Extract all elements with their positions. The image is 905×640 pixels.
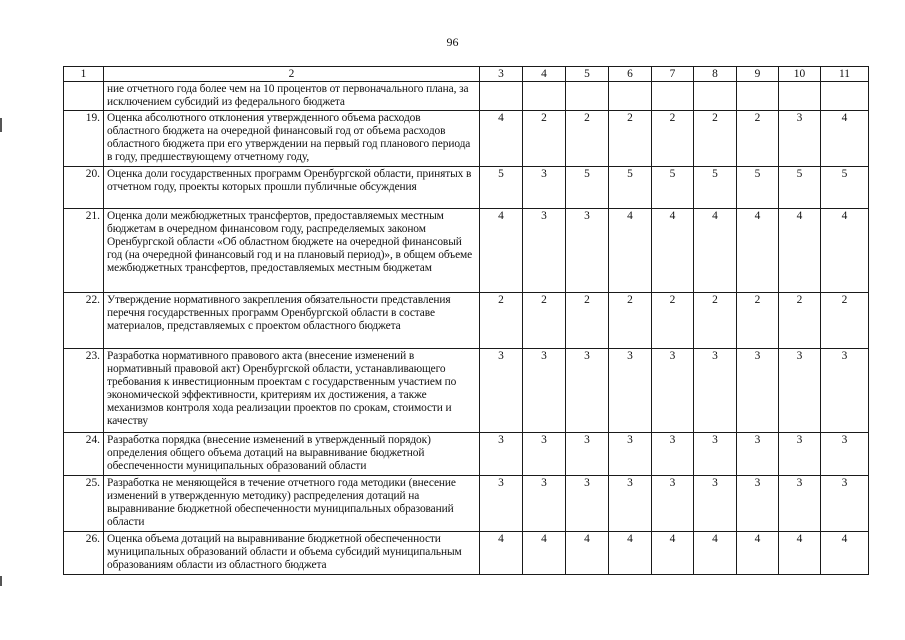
score-cell: 5 xyxy=(737,167,779,209)
score-cell: 3 xyxy=(694,476,737,532)
row-number: 25. xyxy=(64,476,104,532)
score-cell xyxy=(737,82,779,111)
score-cell: 3 xyxy=(480,349,523,433)
score-cell: 4 xyxy=(523,532,566,575)
page-number: 96 xyxy=(446,35,459,49)
score-cell: 4 xyxy=(652,532,694,575)
table-row xyxy=(64,476,869,532)
table-row xyxy=(64,433,869,476)
score-cell: 3 xyxy=(609,476,652,532)
score-cell: 3 xyxy=(821,433,869,476)
score-cell: 2 xyxy=(523,293,566,349)
score-cell: 3 xyxy=(566,433,609,476)
score-cell: 3 xyxy=(779,433,821,476)
column-header: 4 xyxy=(523,67,566,82)
scan-margin-mark xyxy=(0,118,2,132)
score-cell: 4 xyxy=(609,209,652,293)
score-cell: 3 xyxy=(652,349,694,433)
score-cell xyxy=(609,82,652,111)
indicators-table xyxy=(63,66,869,575)
score-cell: 3 xyxy=(523,476,566,532)
score-cell: 3 xyxy=(566,476,609,532)
table-row xyxy=(64,167,869,209)
row-number: 23. xyxy=(64,349,104,433)
score-cell: 3 xyxy=(779,349,821,433)
score-cell: 4 xyxy=(480,532,523,575)
score-cell: 4 xyxy=(480,209,523,293)
score-cell: 4 xyxy=(609,532,652,575)
row-description: Разработка порядка (внесение изменений в утвержденный порядок) определения общего объема дотаций на выравнивание бюджетной обеспеченности муниципальных образований области xyxy=(104,433,480,476)
row-number: 20. xyxy=(64,167,104,209)
score-cell: 5 xyxy=(480,167,523,209)
score-cell: 5 xyxy=(779,167,821,209)
scan-margin-mark xyxy=(0,576,2,586)
table-row xyxy=(64,209,869,293)
score-cell: 3 xyxy=(566,209,609,293)
score-cell: 3 xyxy=(480,476,523,532)
row-description: Оценка доли государственных программ Оренбургской области, принятых в отчетном году, проекты которых прошли публичные обсуждения xyxy=(104,167,480,209)
score-cell xyxy=(566,82,609,111)
score-cell: 4 xyxy=(480,111,523,167)
column-header: 10 xyxy=(779,67,821,82)
column-header: 9 xyxy=(737,67,779,82)
score-cell: 2 xyxy=(694,293,737,349)
score-cell: 4 xyxy=(737,209,779,293)
column-number-row xyxy=(64,67,869,82)
column-header: 6 xyxy=(609,67,652,82)
score-cell: 3 xyxy=(523,167,566,209)
row-number: 19. xyxy=(64,111,104,167)
score-cell: 3 xyxy=(523,433,566,476)
table-row xyxy=(64,82,869,111)
score-cell: 3 xyxy=(609,433,652,476)
table-row xyxy=(64,349,869,433)
score-cell: 5 xyxy=(609,167,652,209)
score-cell: 2 xyxy=(779,293,821,349)
score-cell: 2 xyxy=(566,293,609,349)
row-description: Разработка не меняющейся в течение отчетного года методики (внесение изменений в утвержденную методику) распределения дотаций на выравнивание бюджетной обеспеченности муниципальных образований области xyxy=(104,476,480,532)
score-cell: 2 xyxy=(737,293,779,349)
score-cell: 3 xyxy=(523,349,566,433)
row-number: 22. xyxy=(64,293,104,349)
score-cell xyxy=(480,82,523,111)
column-header: 7 xyxy=(652,67,694,82)
score-cell: 3 xyxy=(779,111,821,167)
row-description: Утверждение нормативного закрепления обязательности представления перечня государственных программ Оренбургской области в составе материалов, представляемых с проектом областного бюджета xyxy=(104,293,480,349)
column-header: 5 xyxy=(566,67,609,82)
score-cell: 4 xyxy=(566,532,609,575)
column-header: 11 xyxy=(821,67,869,82)
score-cell: 3 xyxy=(480,433,523,476)
score-cell: 2 xyxy=(694,111,737,167)
column-header: 2 xyxy=(104,67,480,82)
score-cell: 3 xyxy=(737,433,779,476)
score-cell: 5 xyxy=(652,167,694,209)
score-cell: 2 xyxy=(737,111,779,167)
score-cell: 3 xyxy=(609,349,652,433)
score-cell xyxy=(779,82,821,111)
score-cell: 4 xyxy=(694,209,737,293)
score-cell: 2 xyxy=(609,111,652,167)
row-description: Оценка абсолютного отклонения утвержденного объема расходов областного бюджета на очередной финансовый год от объема расходов областного бюджета при его утверждении на первый год планового периода в году, предшествующему отчетному году, xyxy=(104,111,480,167)
table-row xyxy=(64,111,869,167)
score-cell: 3 xyxy=(652,476,694,532)
score-cell: 3 xyxy=(694,349,737,433)
score-cell: 2 xyxy=(652,111,694,167)
score-cell: 3 xyxy=(652,433,694,476)
row-number xyxy=(64,82,104,111)
score-cell: 5 xyxy=(566,167,609,209)
score-cell: 2 xyxy=(480,293,523,349)
score-cell: 3 xyxy=(523,209,566,293)
score-cell: 5 xyxy=(694,167,737,209)
score-cell: 4 xyxy=(821,111,869,167)
row-number: 21. xyxy=(64,209,104,293)
score-cell: 3 xyxy=(737,476,779,532)
table-row xyxy=(64,293,869,349)
column-header: 8 xyxy=(694,67,737,82)
score-cell xyxy=(652,82,694,111)
score-cell: 2 xyxy=(523,111,566,167)
score-cell: 4 xyxy=(652,209,694,293)
score-cell: 3 xyxy=(737,349,779,433)
score-cell: 2 xyxy=(566,111,609,167)
row-number: 26. xyxy=(64,532,104,575)
score-cell: 4 xyxy=(694,532,737,575)
score-cell xyxy=(523,82,566,111)
score-cell: 2 xyxy=(609,293,652,349)
score-cell: 3 xyxy=(566,349,609,433)
score-cell xyxy=(821,82,869,111)
column-header: 1 xyxy=(64,67,104,82)
score-cell: 4 xyxy=(821,532,869,575)
row-description: ние отчетного года более чем на 10 процентов от первоначального плана, за исключением субсидий из федерального бюджета xyxy=(104,82,480,111)
row-description: Оценка объема дотаций на выравнивание бюджетной обеспеченности муниципальных образований области и объема субсидий муниципальным образованиям области из областного бюджета xyxy=(104,532,480,575)
column-header: 3 xyxy=(480,67,523,82)
score-cell: 2 xyxy=(652,293,694,349)
score-cell: 3 xyxy=(821,476,869,532)
row-description: Разработка нормативного правового акта (внесение изменений в нормативный правовой акт) Оренбургской области, устанавливающего требования к инвестиционным проектам с государственным участием по экономической эффективности, критериям их достижения, а также механизмов контроля хода реализации проектов по срокам, стоимости и качеству xyxy=(104,349,480,433)
score-cell xyxy=(694,82,737,111)
score-cell: 4 xyxy=(779,532,821,575)
score-cell: 4 xyxy=(737,532,779,575)
row-description: Оценка доли межбюджетных трансфертов, предоставляемых местным бюджетам в очередном финансовом году, распределяемых законом Оренбургской области «Об областном бюджете на очередной финансовый год (на очередной финансовый год и на плановый период)», в общем объеме межбюджетных трансфертов, предоставляемых местным бюджетам xyxy=(104,209,480,293)
score-cell: 3 xyxy=(779,476,821,532)
table-row xyxy=(64,532,869,575)
score-cell: 4 xyxy=(821,209,869,293)
row-number: 24. xyxy=(64,433,104,476)
score-cell: 4 xyxy=(779,209,821,293)
score-cell: 5 xyxy=(821,167,869,209)
score-cell: 3 xyxy=(694,433,737,476)
score-cell: 2 xyxy=(821,293,869,349)
score-cell: 3 xyxy=(821,349,869,433)
